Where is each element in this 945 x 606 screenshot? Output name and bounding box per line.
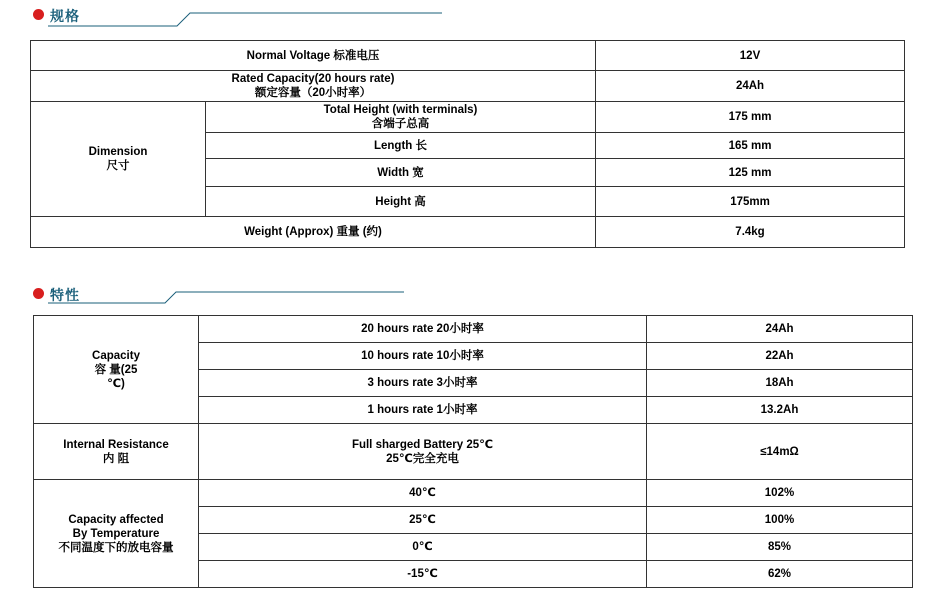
temp-25-value: 100% bbox=[647, 507, 913, 534]
table-row bbox=[31, 71, 905, 102]
length-label: Length 长 bbox=[206, 133, 596, 159]
total-height-label bbox=[206, 102, 596, 133]
rate-1h-value: 13.2Ah bbox=[647, 397, 913, 424]
capacity-label-cn: 额定容量（20小时率） bbox=[254, 87, 372, 99]
voltage-value: 12V bbox=[596, 41, 905, 71]
table-row bbox=[31, 102, 905, 133]
weight-label: Weight (Approx) 重量 (约) bbox=[31, 217, 596, 248]
total-height-value: 175 mm bbox=[596, 102, 905, 133]
resistance-condition bbox=[199, 424, 647, 480]
capacity-group-line2: 容 量(25 bbox=[94, 363, 138, 376]
temp-minus15-label: -15℃ bbox=[199, 561, 647, 588]
resistance-label-cn: 内 阻 bbox=[102, 452, 130, 465]
temp-minus15-value: 62% bbox=[647, 561, 913, 588]
resistance-label-en: Internal Resistance bbox=[63, 438, 169, 451]
temperature-group-line3: 不同温度下的放电容量 bbox=[58, 541, 174, 554]
dimension-label-cn: 尺寸 bbox=[106, 160, 130, 172]
rate-1h-label: 1 hours rate 1小时率 bbox=[199, 397, 647, 424]
temperature-group-label bbox=[34, 480, 199, 588]
dimension-label bbox=[31, 102, 206, 217]
temperature-group-line1: Capacity affected bbox=[68, 513, 164, 526]
temp-40-label: 40℃ bbox=[199, 480, 647, 507]
char-section-title: 特性 bbox=[50, 287, 80, 303]
capacity-label-en: Rated Capacity(20 hours rate) bbox=[231, 73, 395, 85]
temp-0-label: 0℃ bbox=[199, 534, 647, 561]
dimension-label-en: Dimension bbox=[88, 146, 148, 158]
spec-table bbox=[30, 40, 905, 248]
total-height-label-cn: 含端子总高 bbox=[371, 118, 430, 130]
section-bullet-icon bbox=[33, 288, 44, 299]
width-value: 125 mm bbox=[596, 159, 905, 187]
capacity-group-line1: Capacity bbox=[92, 349, 140, 362]
capacity-value: 24Ah bbox=[596, 71, 905, 102]
spec-section-header bbox=[0, 5, 460, 27]
section-bullet-icon bbox=[33, 9, 44, 20]
rate-3h-label: 3 hours rate 3小时率 bbox=[199, 370, 647, 397]
table-row bbox=[34, 480, 913, 507]
capacity-group-line3: ℃) bbox=[107, 377, 125, 390]
weight-value: 7.4kg bbox=[596, 217, 905, 248]
temp-0-value: 85% bbox=[647, 534, 913, 561]
total-height-label-en: Total Height (with terminals) bbox=[323, 104, 478, 116]
resistance-condition-en: Full sharged Battery 25℃ bbox=[351, 438, 494, 451]
temp-40-value: 102% bbox=[647, 480, 913, 507]
resistance-label bbox=[34, 424, 199, 480]
rate-10h-value: 22Ah bbox=[647, 343, 913, 370]
resistance-condition-cn: 25℃完全充电 bbox=[386, 452, 459, 465]
capacity-group-label bbox=[34, 316, 199, 424]
rate-10h-label: 10 hours rate 10小时率 bbox=[199, 343, 647, 370]
rate-20h-label: 20 hours rate 20小时率 bbox=[199, 316, 647, 343]
width-label: Width 宽 bbox=[206, 159, 596, 187]
spec-section-title: 规格 bbox=[50, 8, 80, 24]
temperature-group-line2: By Temperature bbox=[72, 527, 160, 540]
rate-20h-value: 24Ah bbox=[647, 316, 913, 343]
table-row bbox=[34, 424, 913, 480]
rate-3h-value: 18Ah bbox=[647, 370, 913, 397]
voltage-label: Normal Voltage 标准电压 bbox=[31, 41, 596, 71]
length-value: 165 mm bbox=[596, 133, 905, 159]
height-value: 175mm bbox=[596, 187, 905, 217]
table-row bbox=[31, 217, 905, 248]
table-row bbox=[34, 316, 913, 343]
height-label: Height 高 bbox=[206, 187, 596, 217]
table-row bbox=[31, 41, 905, 71]
temp-25-label: 25℃ bbox=[199, 507, 647, 534]
resistance-value: ≤14mΩ bbox=[647, 424, 913, 480]
characteristics-table bbox=[33, 315, 913, 588]
char-section-header bbox=[0, 284, 460, 306]
capacity-label bbox=[31, 71, 596, 102]
